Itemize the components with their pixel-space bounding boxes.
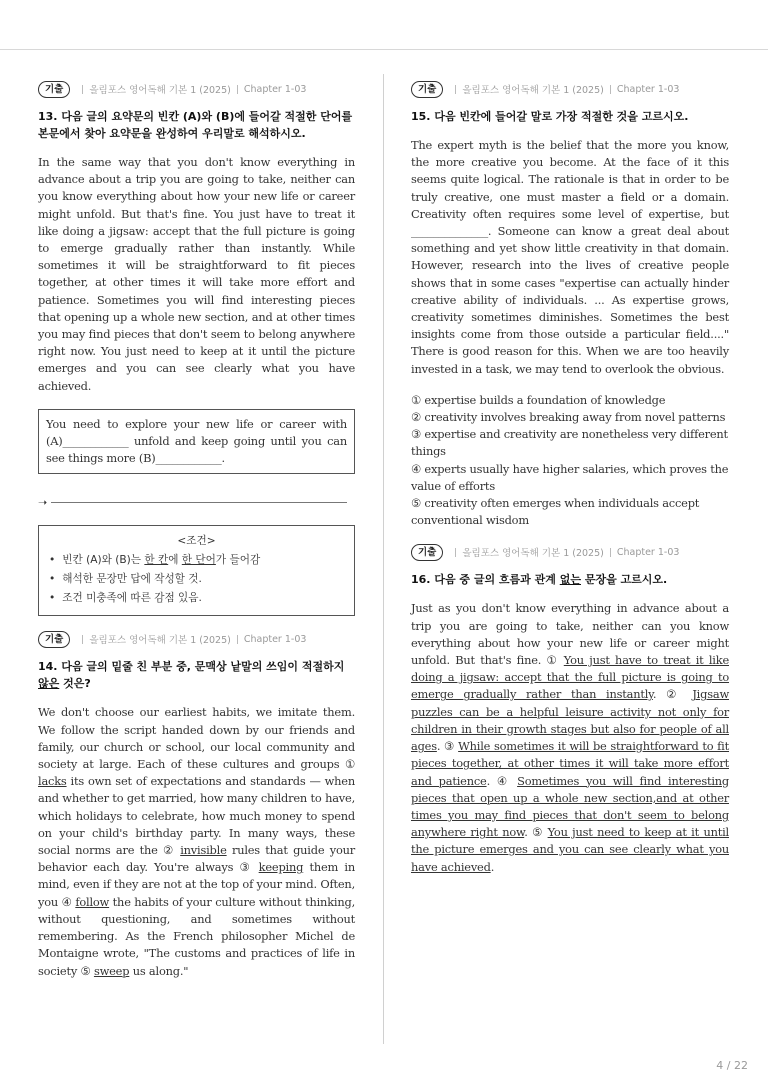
right-column — [411, 80, 729, 876]
arrow-icon: ➝ — [38, 496, 48, 510]
question-15 — [411, 80, 729, 529]
conditions-title: <조건> — [177, 535, 216, 548]
past-exam-badge: 기출 — [411, 544, 443, 561]
question-title: 14. 다음 글의 밑줄 친 부분 중, 문맥상 낱말의 쓰임이 적절하지 않은 것은? — [38, 660, 345, 691]
source-chapter: Chapter 1-03 — [243, 633, 307, 645]
choice-4[interactable]: ④ experts usually have higher salaries, which proves the value of efforts — [411, 461, 729, 493]
source-line — [411, 543, 729, 561]
page-number: 4 / 22 — [716, 1059, 748, 1072]
sentence-3: While sometimes it will be straightforward to fit pieces together, at other times it will take more effort and patience — [411, 739, 730, 788]
source-line — [38, 80, 355, 98]
underlined-word: follow — [75, 894, 110, 909]
choice-3[interactable]: ③ expertise and creativity are nonetheless very different things — [411, 427, 728, 459]
condition-item: • 해석한 문장만 답에 작성할 것. — [49, 570, 344, 589]
source-line — [411, 80, 729, 98]
underlined-word: lacks — [38, 774, 67, 789]
source-chapter: Chapter 1-03 — [616, 546, 680, 558]
choices-list — [411, 392, 729, 530]
column-divider — [383, 74, 384, 1044]
conditions-box — [38, 525, 355, 616]
answer-line[interactable] — [38, 496, 355, 509]
header-rule — [0, 49, 768, 50]
question-13 — [38, 80, 355, 616]
source-book: 올림포스 영어독해 기본 1 (2025) — [89, 85, 231, 96]
past-exam-badge: 기출 — [38, 631, 70, 648]
sentence-5: You just need to keep at it until the picture emerges and you can see clearly what you have achieved — [411, 825, 729, 874]
choice-1[interactable]: ① expertise builds a foundation of knowledge — [411, 392, 666, 407]
passage: We don't choose our earliest habits, we imitate them. We follow the script handed down by our friends and family, our church or school, our local community and society at large. Each of these cultures and groups ① lacks its own set of expectations and standards — when and whether to get married, how many children to have, which holidays to celebrate, how much money to spend on your child's birthday party. In many ways, these social norms are the ② invisible rules that guide your behavior each day. You're always ③ keeping them in mind, even if they are not at the top of your mind. Often, you ④ follow the habits of your culture without thinking, without questioning, and sometimes without remembering. As the French philosopher Michel de Montaigne wrote, "The customs and practices of life in society ⑤ sweep us along." — [38, 705, 355, 978]
summary-box: You need to explore your new life or career with (A)____________ unfold and keep going until you can see things more (B)____________. — [38, 409, 355, 475]
source-line — [38, 630, 355, 648]
sentence-4: Sometimes you will find interesting pieces that open up a whole new section,and at other times you may find pieces that don't seem to belong anywhere right now — [411, 773, 730, 840]
passage: Just as you don't know everything in advance about a trip you are going to take, neither can you know everything about how your new life or career might unfold. But that's fine. ① You just have to treat it like doing a jigsaw: accept that the full picture is going to emerge gradually rather than instantly. ② Jigsaw puzzles can be a helpful leisure activity not only for children in their growth stages but also for people of all ages. ③ While sometimes it will be straightforward to fit pieces together, at other times it will take more effort and patience. ④ Sometimes you will find interesting pieces that open up a whole new section,and at other times you may find pieces that don't seem to belong anywhere right now. ⑤ You just need to keep at it until the picture emerges and you can see clearly what you have achieved. — [411, 601, 730, 874]
condition-item: • 빈칸 (A)와 (B)는 한 칸에 한 단어가 들어감 — [49, 551, 344, 570]
question-title: 13. 다음 글의 요약문의 빈칸 (A)와 (B)에 들어갈 적절한 단어를 본문에서 찾아 요약문을 완성하여 우리말로 해석하시오. — [38, 110, 353, 140]
source-book: 올림포스 영어독해 기본 1 (2025) — [89, 635, 231, 647]
passage: In the same way that you don't know everything in advance about a trip you are going to take, neither can you know everything about how your new life or career might unfold. But that's fine. You just have to treat it like doing a jigsaw: accept that the full picture is going to emerge gradually rather than instantly. While sometimes it will be straightforward to fit pieces together, at other times it will take more effort and patience. Sometimes you will find interesting pieces that opening up a whole new section, and at other times you may find pieces that don't seem to belong anywhere right now. You just need to keep at it until the picture emerges and you can see clearly what you have achieved. — [38, 155, 355, 393]
question-title: 16. 다음 중 글의 흐름과 관계 없는 문장을 고르시오. — [411, 573, 668, 587]
choice-5[interactable]: ⑤ creativity often emerges when individuals accept conventional wisdom — [411, 496, 700, 528]
question-14 — [38, 630, 355, 979]
question-16 — [411, 543, 729, 875]
left-column — [38, 80, 355, 980]
past-exam-badge: 기출 — [411, 81, 443, 98]
condition-item: • 조건 미충족에 따른 감점 있음. — [49, 589, 344, 608]
source-book: 올림포스 영어독해 기본 1 (2025) — [462, 85, 604, 96]
underlined-word: sweep — [93, 963, 130, 978]
past-exam-badge: 기출 — [38, 81, 70, 98]
underlined-word: invisible — [180, 843, 227, 858]
source-book: 올림포스 영어독해 기본 1 (2025) — [462, 548, 604, 560]
underlined-word: keeping — [258, 860, 304, 875]
passage: The expert myth is the belief that the more you know, the more creative you become. At the face of it this seems quite logical. The rationale is that in order to be truly creative, one must master a field or a domain. Creativity often requires some level of expertise, but ______________. Someone can know a great deal about something and yet show little creativity in that domain. However, research into the lives of creative people shows that in some cases "expertise can actually hinder creative ability of individuals. ... As expertise grows, creativity sometimes diminishes. Sometimes the best insights come from those outside a particular field...." There is good reason for this. When we are too heavily invested in a task, we may tend to overlook the obvious. — [411, 138, 729, 376]
sentence-2: Jigsaw puzzles can be a helpful leisure activity not only for children in their growth stages but also for people of all ages — [411, 687, 729, 754]
sentence-1: You just have to treat it like doing a jigsaw: accept that the full picture is going to emerge gradually rather than instantly — [411, 653, 729, 702]
choice-2[interactable]: ② creativity involves breaking away from novel patterns — [411, 410, 726, 425]
question-title: 15. 다음 빈칸에 들어갈 말로 가장 적절한 것을 고르시오. — [411, 110, 689, 123]
source-chapter: Chapter 1-03 — [616, 83, 680, 95]
source-chapter: Chapter 1-03 — [243, 83, 307, 95]
